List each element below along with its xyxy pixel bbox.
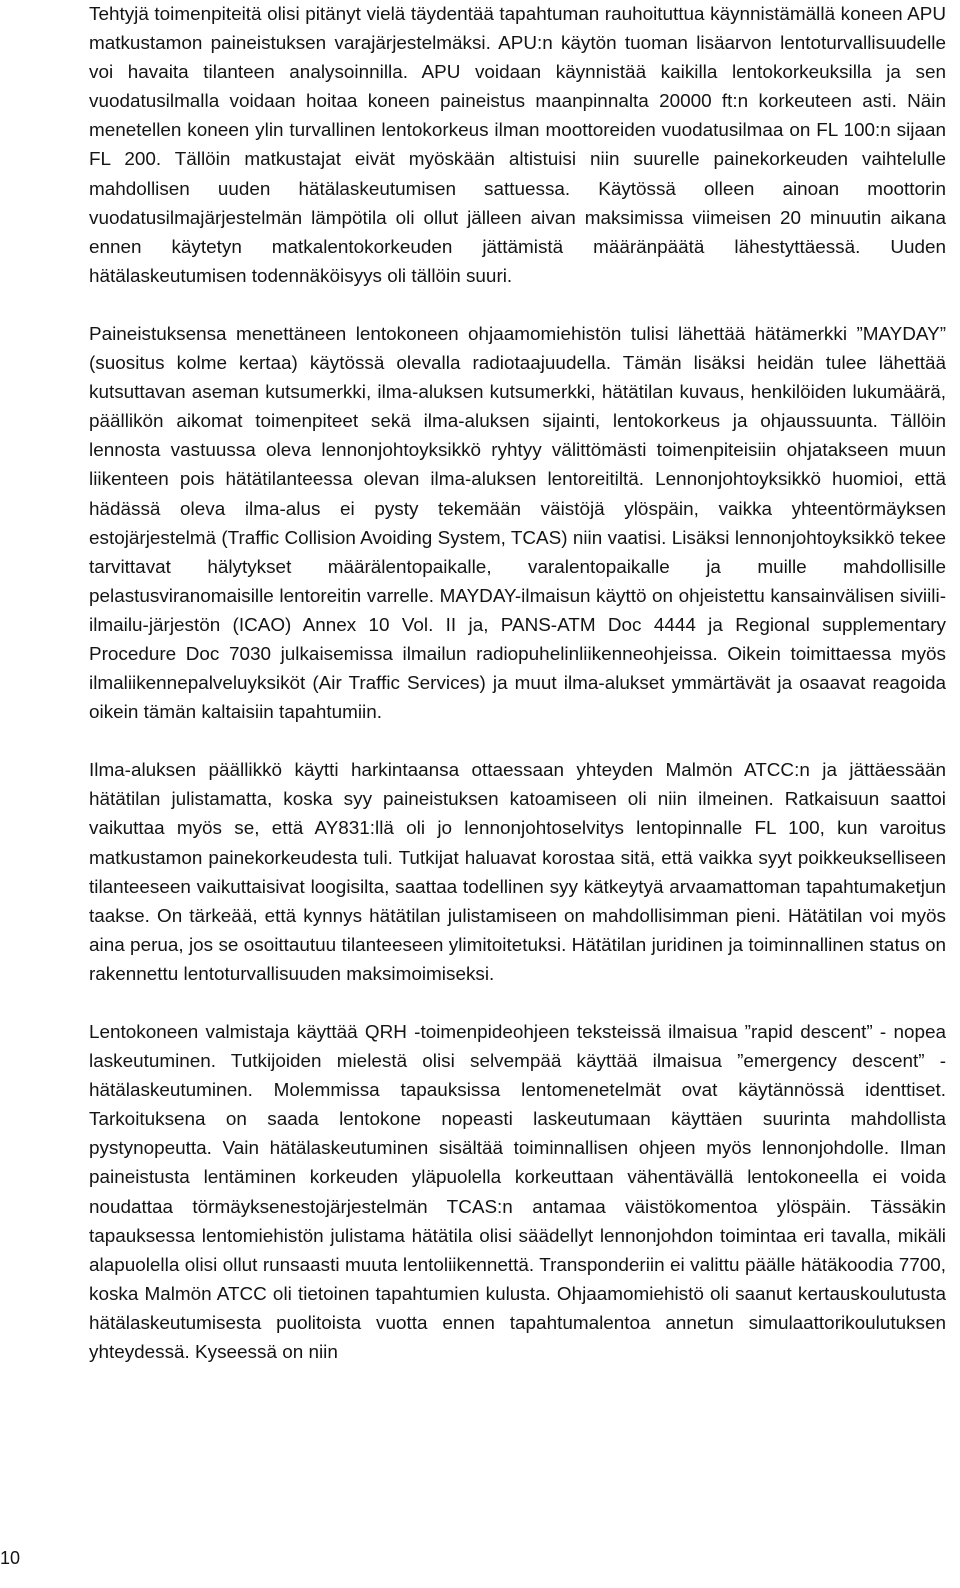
document-body	[89, 0, 946, 1367]
paragraph-captain-decision: Ilma-aluksen päällikkö käytti harkintaansa ottaessaan yhteyden Malmön ATCC:n ja jättäessään hätätilan julistamatta, koska syy paineistuksen katoamiseen oli niin ilmeinen. Ratkaisuun saattoi vaikuttaa myös se, että AY831:llä oli jo lennonjohtoselvitys lentopinnalle FL 100, kun varoitus matkustamon painekorkeudesta tuli. Tutkijat haluavat korostaa sitä, että vaikka syyt poikkeukselliseen tilanteeseen vaikuttaisivat loogisilta, saattaa todellinen syy kätkeytyä arvaamattoman tapahtumaketjun taakse. On tärkeää, että kynnys hätätilan julistamiseen on mahdollisimman pieni. Hätätilan voi myös aina perua, jos se osoittautuu tilanteeseen ylimitoitetuksi. Hätätilan juridinen ja toiminnallinen status on rakennettu lentoturvallisuuden maksimoimiseksi.	[89, 760, 946, 985]
paragraph-qrh-terminology: Lentokoneen valmistaja käyttää QRH -toimenpideohjeen teksteissä ilmaisua ”rapid descent” - nopea laskeutuminen. Tutkijoiden mielestä olisi selvempää käyttää ilmaisua ”emergency descent” - hätälaskeutuminen. Molemmissa tapauksissa lentomenetelmät ovat käytännössä identtiset. Tarkoituksena on saada lentokone nopeasti laskeutumaan käyttäen suurinta mahdollista pystynopeutta. Vain hätälaskeutuminen sisältää toiminnallisen ohjeen myös lennonjohdolle. Ilman paineistusta lentäminen korkeuden yläpuolella korkeuttaan vähentävällä lentokoneella ei voida noudattaa törmäyksenestojärjestelmän TCAS:n antamaa väistökomentoa ylöspäin. Tässäkin tapauksessa lentomiehistön julistama hätätila olisi säädellyt lennonjohdon toimintaa eri tavalla, mikäli alapuolella olisi ollut runsaasti muuta lentoliikennettä. Transponderiin ei valittu päälle hätäkoodia 7700, koska Malmön ATCC oli tietoinen tapahtumien kulusta. Ohjaamomiehistö oli saanut kertauskoulutusta hätälaskeutumisesta puolitoista vuotta ennen tapahtumalentoa annetun simulaattorikoulutuksen yhteydessä. Kyseessä on niin	[89, 1022, 946, 1364]
paragraph-apu-backup: Tehtyjä toimenpiteitä olisi pitänyt vielä täydentää tapahtuman rauhoituttua käynnistämällä koneen APU matkustamon paineistuksen varajärjestelmäksi. APU:n käytön tuoman lisäarvon lentoturvallisuudelle voi havaita tilanteen analysoinnilla. APU voidaan käynnistää kaikilla lentokorkeuksilla ja sen vuodatusilmalla voidaan hoitaa koneen paineistus maanpinnalta 20000 ft:n korkeuteen asti. Näin menetellen koneen ylin turvallinen lentokorkeus ilman moottoreiden vuodatusilmaa on FL 100:n sijaan FL 200. Tällöin matkustajat eivät myöskään altistuisi niin suurelle painekorkeuden vaihtelulle mahdollisen uuden hätälaskeutumisen sattuessa. Käytössä olleen ainoan moottorin vuodatusilmajärjestelmän lämpötila oli ollut jälleen aivan maksimissa viimeisen 20 minuutin aikana ennen käytetyn matkalentokorkeuden jättämistä määränpäätä lähestyttäessä. Uuden hätälaskeutumisen todennäköisyys oli tällöin suuri.	[89, 4, 946, 287]
paragraph-mayday: Paineistuksensa menettäneen lentokoneen ohjaamomiehistön tulisi lähettää hätämerkki ”MAYDAY” (suositus kolme kertaa) käytössä olevalla radiotaajuudella. Tämän lisäksi heidän tulee lähettää kutsuttavan aseman kutsumerkki, ilma-aluksen kutsumerkki, hätätilan kuvaus, henkilöiden lukumäärä, päällikön aikomat toimenpiteet sekä ilma-aluksen sijainti, lentokorkeus ja ohjaussuunta. Tällöin lennosta vastuussa oleva lennonjohtoyksikkö ryhtyy välittömästi toimenpiteisiin ohjatakseen muun liikenteen pois hätätilanteessa olevan ilma-aluksen lentoreitiltä. Lennonjohtoyksikkö huomioi, että hädässä oleva ilma-alus ei pysty tekemään väistöjä ylöspäin, vaikka yhteentörmäyksen estojärjestelmä (Traffic Collision Avoiding System, TCAS) niin vaatisi. Lisäksi lennonjohtoyksikkö tekee tarvittavat hälytykset määrälentopaikalle, varalentopaikalle ja muille mahdollisille pelastusviranomaisille lentoreitin varrelle. MAYDAY-ilmaisun käyttö on ohjeistettu kansainvälisen siviili-ilmailu-järjestön (ICAO) Annex 10 Vol. II ja, PANS-ATM Doc 4444 ja Regional supplementary Procedure Doc 7030 julkaisemissa ilmailun radiopuhelinliikenneohjeissa. Oikein toimittaessa myös ilmaliikennepalveluyksiköt (Air Traffic Services) ja muut ilma-alukset ymmärtävät ja osaavat reagoida oikein tämän kaltaisiin tapahtumiin.	[89, 323, 946, 724]
page-number: 10	[0, 1548, 21, 1568]
